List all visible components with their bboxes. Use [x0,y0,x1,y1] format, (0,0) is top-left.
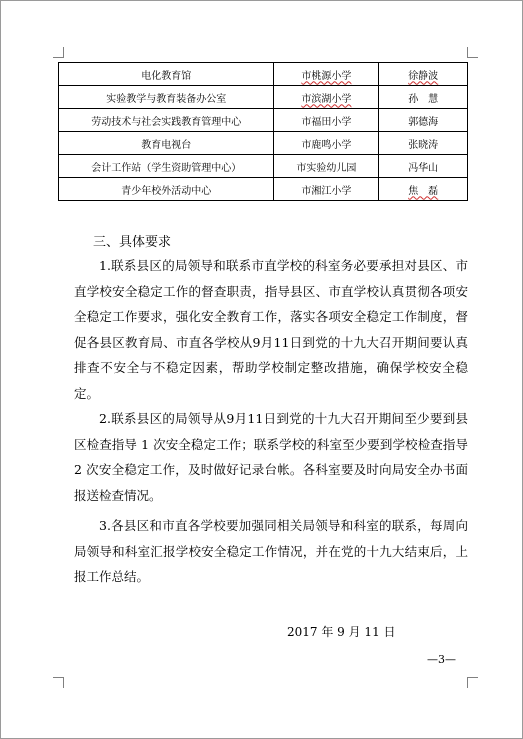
school-cell: 市福田小学 [274,109,379,132]
school-cell: 市鹿鸣小学 [274,132,379,155]
unit-cell: 教育电视台 [59,132,274,155]
person-cell: 焦 磊 [379,178,468,201]
school-cell: 市滨湖小学 [274,86,379,109]
unit-cell: 劳动技术与社会实践教育管理中心 [59,109,274,132]
table-row [59,63,468,86]
table-row [59,86,468,109]
requirement-paragraph-2: 2.联系县区的局领导从9月11日到党的十九大召开期间至少要到县区检查指导 1 次安全稳定工作；联系学校的科室至少要到学校检查指导 2 次安全稳定工作，及时做好记录台帐。各科室要及时向局安全办书面报送检查情况。 [74,411,468,503]
corner-crop-mark [53,47,64,58]
requirement-paragraph-3: 3.各县区和市直各学校要加强同相关局领导和科室的联系，每周向局领导和科室汇报学校安全稳定工作情况，并在党的十九大结束后，上报工作总结。 [74,518,468,584]
school-cell: 市桃源小学 [274,63,379,86]
school-cell: 市实验幼儿园 [274,155,379,178]
table-row [59,178,468,201]
unit-cell: 会计工作站（学生资助管理中心） [59,155,274,178]
person-cell: 张晓涛 [379,132,468,155]
corner-crop-mark [467,677,478,688]
assignment-table [58,62,468,201]
section-heading: 三、具体要求 [93,235,172,250]
requirement-paragraph-1: 1.联系县区的局领导和联系市直学校的科室务必要承担对县区、市直学校安全稳定工作的督查职责，指导县区、市直学校认真贯彻各项安全稳定工作要求，强化安全教育工作，落实各项安全稳定工作制度，督促各县区教育局、市直各学校从9月11日到党的十九大召开期间要认真排查不安全与不稳定因素，帮助学校制定整改措施，确保学校安全稳定。 [74,258,468,401]
page-number: —3— [427,653,456,666]
table-row [59,109,468,132]
person-cell: 郭德海 [379,109,468,132]
person-cell: 冯华山 [379,155,468,178]
unit-cell: 电化教育馆 [59,63,274,86]
unit-cell: 青少年校外活动中心 [59,178,274,201]
corner-crop-mark [467,47,478,58]
table-row [59,155,468,178]
person-cell: 徐静波 [379,63,468,86]
document-date: 2017 年 9 月 11 日 [287,625,396,639]
person-cell: 孙 慧 [379,86,468,109]
school-cell: 市湘江小学 [274,178,379,201]
table-row [59,132,468,155]
unit-cell: 实验教学与教育装备办公室 [59,86,274,109]
corner-crop-mark [53,677,64,688]
